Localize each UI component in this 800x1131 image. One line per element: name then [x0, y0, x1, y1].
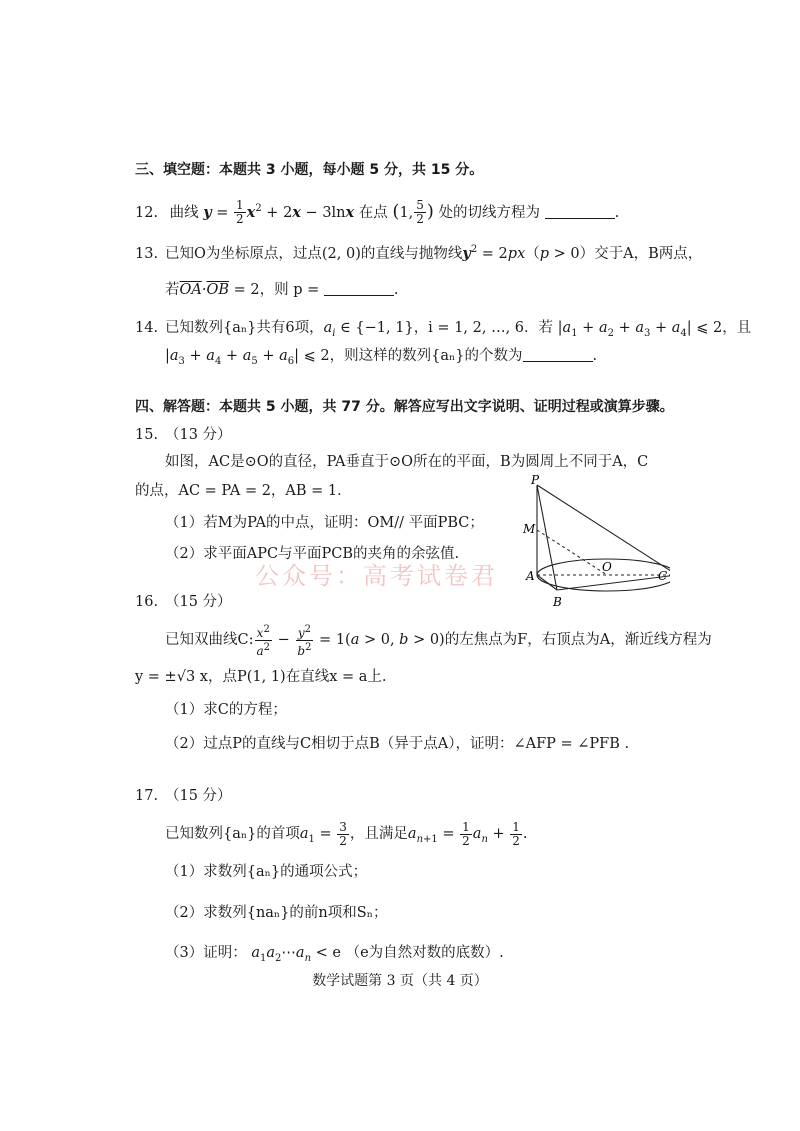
question-13-line-1: 13. 已知O为坐标原点，过点(2, 0)的直线与抛物线$y^2 = 2px(p > 0)$交于A，B两点， [135, 244, 703, 262]
answer-blank[interactable] [324, 281, 394, 296]
question-14-line-1: 14. 已知数列{aₙ}共有6项，$a_i$ ∈ {−1, 1}，i = 1, 2, …, 6．若 $|a_1 + a_2 + a_3 + a_4|$ ⩽ 2，且 [135, 320, 752, 339]
question-16-part-1: （1）求C的方程； [165, 702, 287, 718]
section-4-heading: 四、解答题：本题共 5 小题，共 77 分。解答应写出文字说明、证明过程或演算步骤。 [135, 399, 674, 415]
question-16-line-1: 已知双曲线C: $\frac{x^2}{a^2}$ − $\frac{y^2}{b^2}$ = 1(a > 0, b > 0)的左焦点为F，右顶点为A，渐近线方程为 [165, 623, 712, 658]
label-m: M [523, 522, 536, 536]
answer-blank[interactable] [523, 347, 593, 362]
question-number: 17. [135, 788, 159, 804]
question-15-part-2: （2）求平面APC与平面PCB的夹角的余弦值. [165, 546, 460, 562]
question-15-line-1: 如图，AC是⊙O的直径，PA垂直于⊙O所在的平面，B为圆周上不同于A，C [165, 454, 649, 470]
segment-mo [537, 530, 607, 575]
question-14-line-2: $|a_3 + a_4 + a_5 + a_6|$ ⩽ 2，则这样的数列{aₙ}的个数为 . [165, 348, 598, 367]
question-16-part-2: （2）过点P的直线与C相切于点B（异于点A），证明：∠AFP = ∠PFB . [165, 736, 630, 752]
label-b: B [553, 595, 562, 609]
question-17-part-1: （1）求数列{aₙ}的通项公式； [165, 864, 368, 880]
question-15-header: 15. （13 分） [135, 427, 232, 443]
geometry-figure [520, 470, 670, 615]
label-p: P [531, 473, 540, 487]
question-number: 12. [135, 204, 159, 221]
question-number: 16. [135, 594, 159, 610]
question-12: 12. 曲线 y = $\frac{1}{2}$ $x^2 + 2x - 3\ln x$ 在点 (1, $\frac{5}{2}$ ) 处的切线方程为 . [135, 193, 619, 229]
segment-ab [537, 575, 557, 590]
question-number: 14. [135, 320, 159, 336]
question-15-part-1: （1）若M为PA的中点，证明：OM// 平面PBC； [165, 515, 484, 531]
watermark: 公众号：高考试卷君 [255, 562, 498, 590]
segment-pb [537, 485, 557, 590]
answer-blank[interactable] [545, 204, 615, 219]
segment-bc [557, 575, 670, 590]
question-number: 15. [135, 427, 159, 443]
label-c: C [658, 569, 668, 583]
question-13-line-2: 若$\overline{OA}\cdot\overline{OB} = 2$，则 p = . [165, 282, 399, 298]
question-number: 13. [135, 245, 159, 262]
section-3-heading: 三、填空题：本题共 3 小题，每小题 5 分，共 15 分。 [135, 162, 484, 178]
question-17-header: 17. （15 分） [135, 788, 232, 804]
question-17-part-3: （3）证明： $a_1a_2\cdots a_n < e$ （e为自然对数的底数）. [165, 945, 504, 964]
question-17-part-2: （2）求数列{naₙ}的前n项和Sₙ； [165, 905, 388, 921]
label-o: O [602, 560, 612, 574]
question-16-line-2: y = ±√3 x，点P(1, 1)在直线x = a上. [135, 669, 387, 685]
page-footer: 数学试题第 3 页（共 4 页） [312, 973, 488, 989]
question-16-header: 16. （15 分） [135, 594, 232, 610]
question-17-line-1: 已知数列{aₙ}的首项$a_1$ = $\frac{3}{2}$ ，且满足$a_{n+1}$ = $\frac{1}{2}$ $a_n$ + $\frac{1}{2}$ . [165, 819, 528, 848]
question-15-line-2: 的点，AC = PA = 2，AB = 1． [135, 483, 352, 499]
label-a: A [526, 569, 535, 583]
